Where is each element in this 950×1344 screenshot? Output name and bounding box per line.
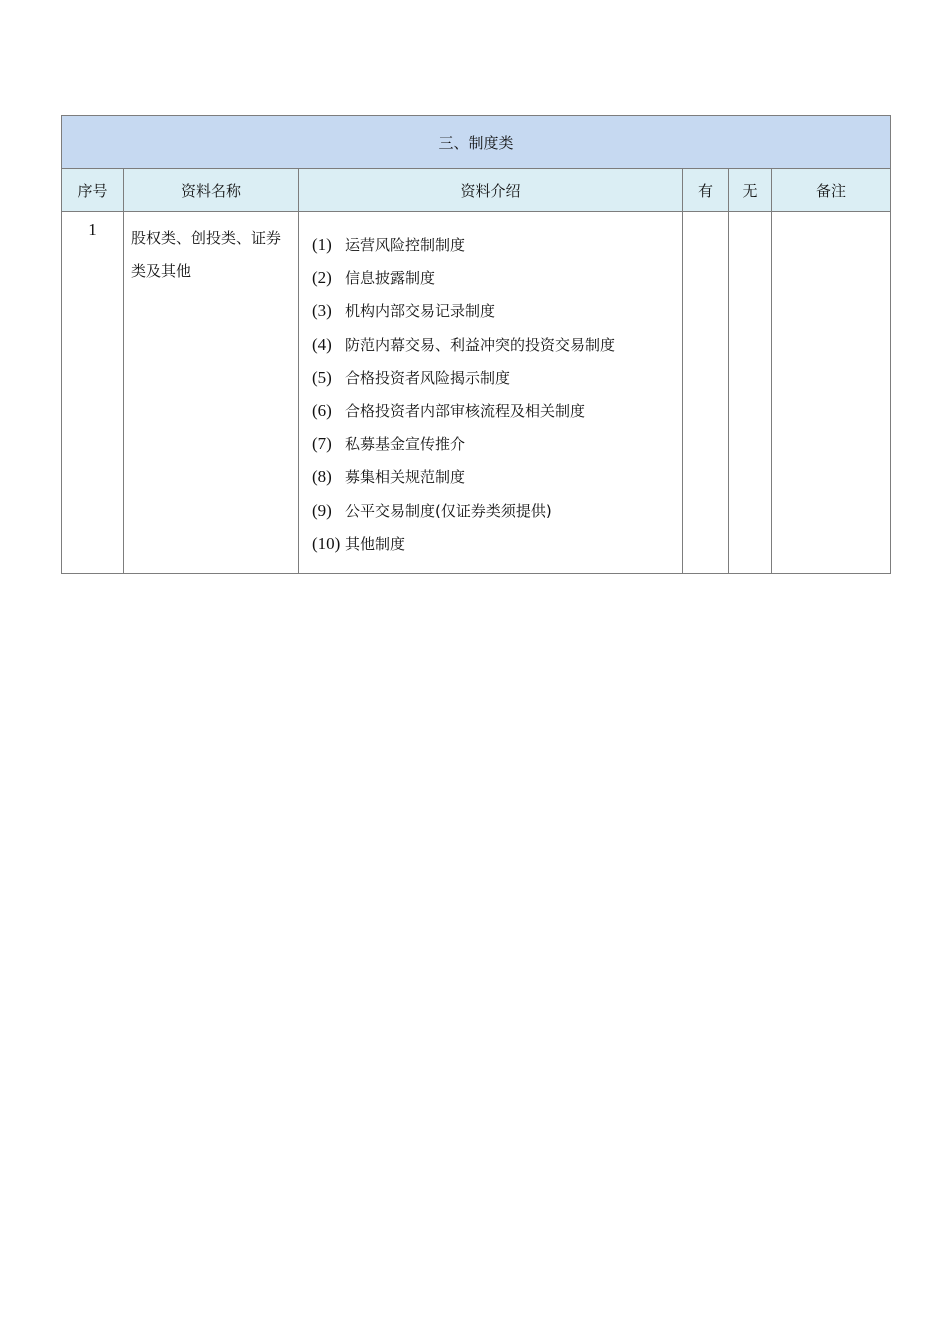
row-index: 1 <box>62 212 124 574</box>
item-number: (9) <box>312 500 332 520</box>
row-remark-cell[interactable] <box>772 212 891 574</box>
list-item <box>312 266 682 299</box>
header-have: 有 <box>683 169 729 212</box>
header-name: 资料名称 <box>124 169 299 212</box>
item-number: (4) <box>312 334 332 354</box>
list-item <box>312 465 682 498</box>
item-text: 机构内部交易记录制度 <box>345 302 496 321</box>
list-item <box>312 499 682 532</box>
item-text: 募集相关规范制度 <box>345 468 466 487</box>
item-number: (6) <box>312 400 332 420</box>
item-text: 信息披露制度 <box>345 269 436 288</box>
item-number: (1) <box>312 235 332 254</box>
item-text: 合格投资者风险揭示制度 <box>345 368 511 387</box>
row-none-cell[interactable] <box>729 212 772 574</box>
item-text: 公平交易制度(仅证券类须提供) <box>345 501 552 520</box>
item-text: 防范内幕交易、利益冲突的投资交易制度 <box>345 335 616 354</box>
list-item <box>312 233 682 266</box>
list-item <box>312 432 682 465</box>
item-text: 私募基金宣传推介 <box>345 435 466 454</box>
list-item <box>312 532 682 565</box>
header-intro: 资料介绍 <box>299 169 683 212</box>
list-item <box>312 399 682 432</box>
row-have-cell[interactable] <box>683 212 729 574</box>
section-title: 三、制度类 <box>62 116 891 169</box>
list-item <box>312 366 682 399</box>
item-text: 运营风险控制制度 <box>345 236 466 254</box>
document-table <box>61 115 891 574</box>
header-none: 无 <box>729 169 772 212</box>
row-intro-cell <box>299 212 683 574</box>
item-number: (5) <box>312 367 332 387</box>
item-number: (2) <box>312 268 332 288</box>
row-name-cell <box>124 212 299 574</box>
item-number: (3) <box>312 301 332 321</box>
list-item <box>312 333 682 366</box>
list-item <box>312 299 682 332</box>
header-index: 序号 <box>62 169 124 212</box>
column-header-row <box>62 169 891 212</box>
row-name: 股权类、创投类、证券类及其他 <box>131 229 282 280</box>
header-remark: 备注 <box>772 169 891 212</box>
intro-list <box>299 212 682 565</box>
item-text: 合格投资者内部审核流程及相关制度 <box>345 401 586 420</box>
item-text: 其他制度 <box>345 534 406 553</box>
item-number: (8) <box>312 467 332 487</box>
section-header-row <box>62 116 891 169</box>
table-row <box>62 212 891 574</box>
item-number: (7) <box>312 434 332 454</box>
item-number: (10) <box>312 533 341 553</box>
